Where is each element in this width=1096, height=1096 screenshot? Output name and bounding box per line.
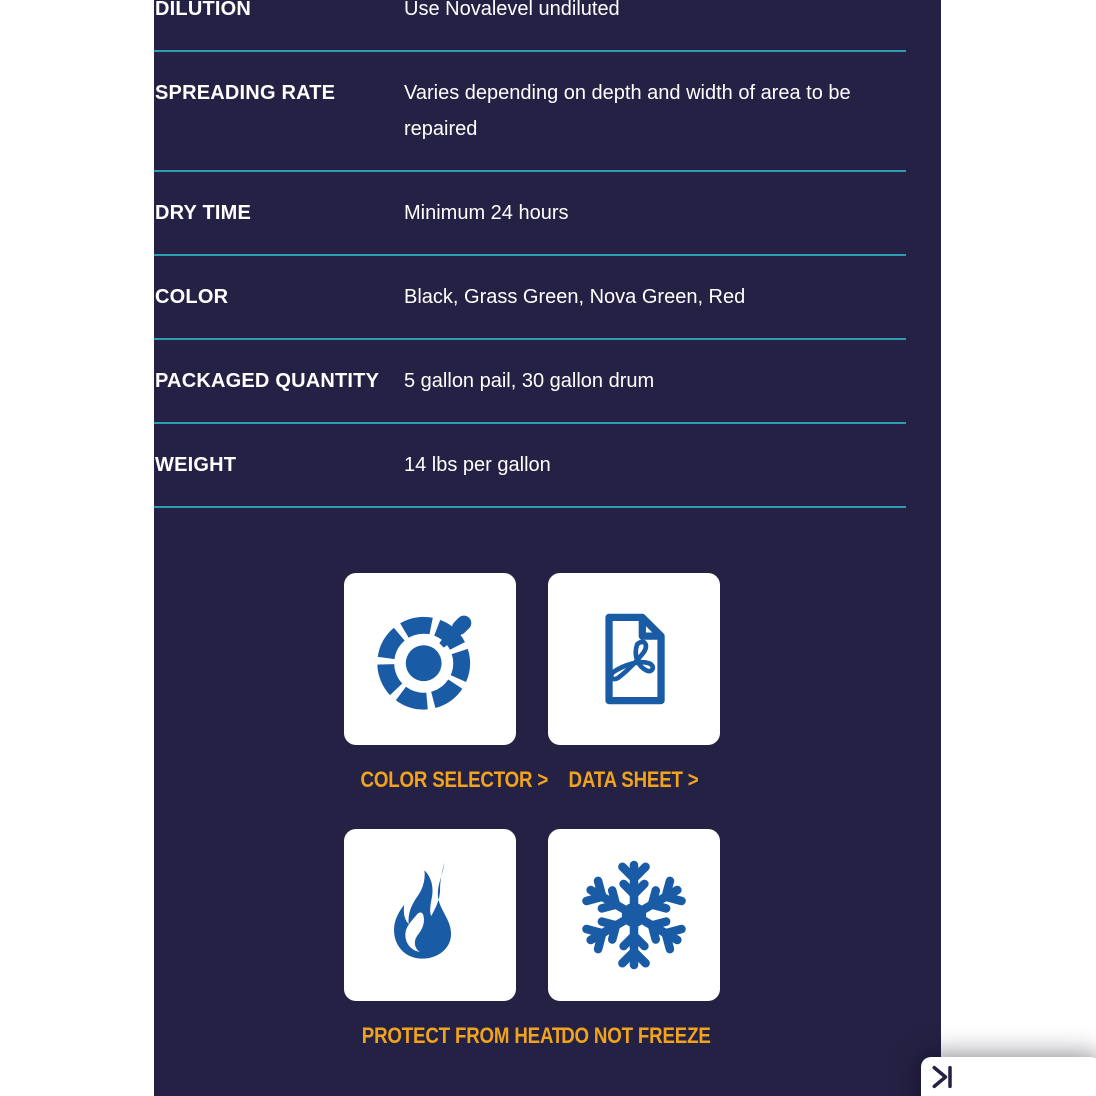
spec-label: WEIGHT — [155, 454, 237, 476]
resource-cards-grid — [344, 573, 720, 1051]
spec-value: Varies depending on depth and width of area to be repaired — [404, 82, 851, 140]
color-wheel-icon — [371, 600, 489, 718]
spec-label: DILUTION — [155, 0, 252, 20]
data-sheet-link-label[interactable]: DATA SHEET > — [568, 767, 700, 792]
flame-icon — [374, 859, 486, 971]
spec-label: COLOR — [155, 286, 229, 308]
spec-table — [154, 0, 906, 508]
snowflake-icon — [573, 854, 695, 976]
protect-from-heat-label: PROTECT FROM HEAT — [361, 1023, 564, 1048]
protect-from-heat-cell — [344, 829, 564, 1051]
color-selector-cell — [344, 573, 549, 795]
spec-label: PACKAGED QUANTITY — [155, 370, 380, 392]
expand-arrow-icon[interactable] — [928, 1062, 958, 1092]
color-selector-card[interactable] — [344, 573, 516, 745]
spec-label: DRY TIME — [155, 202, 252, 224]
spec-row-weight — [154, 424, 906, 508]
do-not-freeze-label: DO NOT FREEZE — [561, 1023, 711, 1048]
pdf-document-icon — [582, 607, 686, 711]
color-selector-link-label[interactable]: COLOR SELECTOR > — [360, 767, 549, 792]
data-sheet-card[interactable] — [548, 573, 720, 745]
spec-row-dilution — [154, 0, 906, 52]
spec-value: 5 gallon pail, 30 gallon drum — [404, 370, 655, 392]
chat-widget-panel[interactable] — [921, 1057, 1096, 1096]
protect-from-heat-card — [344, 829, 516, 1001]
spec-row-spreading-rate — [154, 52, 906, 172]
spec-value: 14 lbs per gallon — [404, 454, 551, 476]
data-sheet-cell — [548, 573, 720, 795]
spec-row-dry-time — [154, 172, 906, 256]
spec-value: Use Novalevel undiluted — [404, 0, 620, 20]
spec-label: SPREADING RATE — [155, 82, 336, 104]
do-not-freeze-card — [548, 829, 720, 1001]
spec-value: Minimum 24 hours — [404, 202, 569, 224]
spec-row-packaged-quantity — [154, 340, 906, 424]
spec-row-color — [154, 256, 906, 340]
product-spec-panel — [154, 0, 941, 1096]
do-not-freeze-cell — [548, 829, 720, 1051]
spec-value: Black, Grass Green, Nova Green, Red — [404, 286, 746, 308]
